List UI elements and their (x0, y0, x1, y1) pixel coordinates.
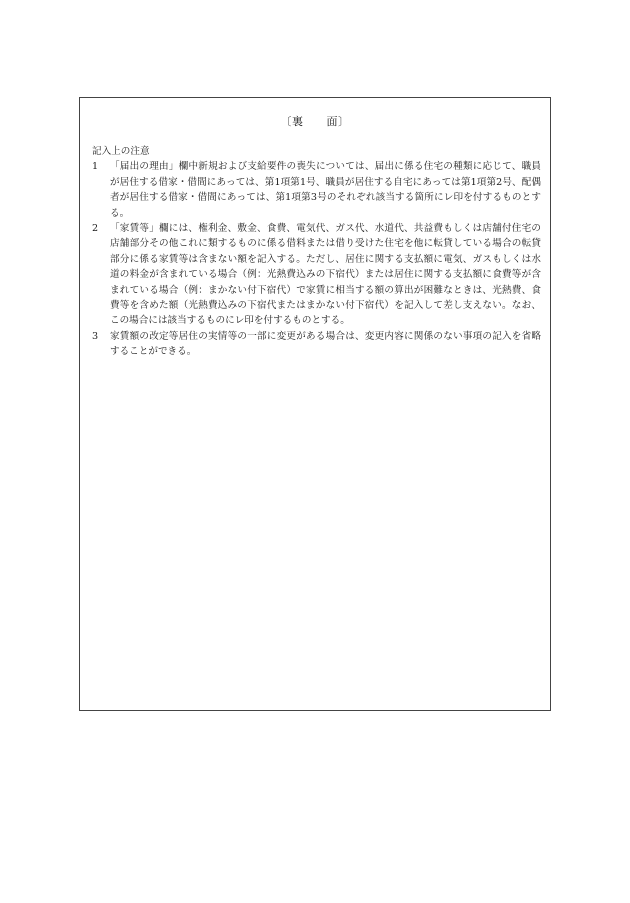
notes-title: 記入上の注意 (92, 146, 150, 157)
note-item-2 (92, 221, 541, 329)
note-number: 3 (92, 330, 99, 342)
note-text: 家賃額の改定等居住の実情等の一部に変更がある場合は、変更内容に関係のない事項の記入を省略することができる。 (110, 330, 541, 358)
note-number: 2 (92, 223, 99, 235)
page-heading: 〔裏 面〕 (280, 115, 350, 128)
document-frame (79, 97, 551, 711)
note-item-1 (92, 159, 541, 221)
note-text: 「家賃等」欄には、権利金、敷金、食費、電気代、ガス代、水道代、共益費もしくは店舗付住宅の店舗部分その他これに類するものに係る借料または借り受けた住宅を他に転貸している場合の転貸部分に係る家賃等は含まない額を記入する。ただし、居住に関する支払額に電気、ガスもしくは水道の料金が含まれている場合（例：光熱費込みの下宿代）または居住に関する支払額に食費等が含まれている場合（例：まかない付下宿代）で家賃に相当する額の算出が困難なときは、光熱費、食費等を含めた額（光熱費込みの下宿代またはまかない付下宿代）を記入して差し支えない。なお、この場合には該当するものにレ印を付するものとする。 (110, 223, 541, 327)
note-number: 1 (92, 161, 99, 173)
note-text: 「届出の理由」欄中新規および支給要件の喪失については、届出に係る住宅の種類に応じて、職員が居住する借家・借間にあっては、第1項第1号、職員が居住する自宅にあっては第1項第2号、配偶者が居住する借家・借間にあっては、第1項第3号のそれぞれ該当する箇所にレ印を付するものとする。 (110, 161, 541, 219)
notes-section (92, 144, 541, 360)
note-item-3 (92, 329, 541, 360)
